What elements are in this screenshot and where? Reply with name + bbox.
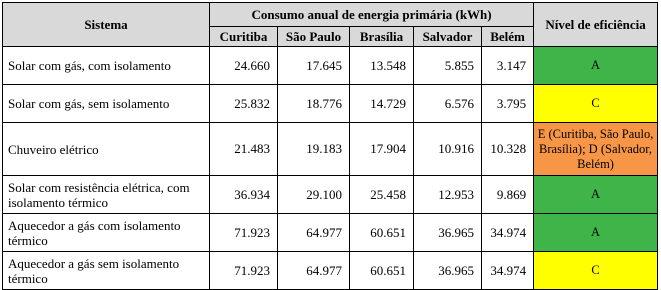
- consumption-value: 21.483: [210, 123, 278, 176]
- consumption-value: 3.795: [482, 85, 534, 123]
- consumption-value: 14.729: [350, 85, 414, 123]
- efficiency-level: C: [534, 252, 658, 290]
- table-row: [3, 176, 658, 214]
- table-row: [3, 214, 658, 252]
- consumption-value: 36.934: [210, 176, 278, 214]
- header-city: Belém: [482, 27, 534, 47]
- header-city: Salvador: [414, 27, 482, 47]
- system-name: Aquecedor a gás com isolamento térmico: [3, 214, 210, 252]
- efficiency-level: E (Curitiba, São Paulo, Brasília); D (Salvador, Belém): [534, 123, 658, 176]
- consumption-value: 10.916: [414, 123, 482, 176]
- system-name: Aquecedor a gás sem isolamento térmico: [3, 252, 210, 290]
- consumption-value: 6.576: [414, 85, 482, 123]
- efficiency-level: A: [534, 47, 658, 85]
- consumption-value: 34.974: [482, 214, 534, 252]
- header-row-1: [3, 3, 658, 27]
- table-row: [3, 47, 658, 85]
- header-nivel: Nível de eficiência: [534, 3, 658, 47]
- consumption-value: 64.977: [278, 214, 350, 252]
- consumption-value: 71.923: [210, 252, 278, 290]
- table-row: [3, 123, 658, 176]
- consumption-value: 71.923: [210, 214, 278, 252]
- consumption-value: 17.645: [278, 47, 350, 85]
- header-city: Brasília: [350, 27, 414, 47]
- header-consumo: Consumo anual de energia primária (kWh): [210, 3, 534, 27]
- consumption-value: 24.660: [210, 47, 278, 85]
- consumption-value: 36.965: [414, 214, 482, 252]
- consumption-value: 25.832: [210, 85, 278, 123]
- consumption-value: 34.974: [482, 252, 534, 290]
- table-row: [3, 85, 658, 123]
- consumption-value: 19.183: [278, 123, 350, 176]
- system-name: Solar com resistência elétrica, com isolamento térmico: [3, 176, 210, 214]
- energy-efficiency-table: [2, 2, 658, 290]
- consumption-value: 3.147: [482, 47, 534, 85]
- consumption-value: 60.651: [350, 252, 414, 290]
- consumption-value: 17.904: [350, 123, 414, 176]
- consumption-value: 25.458: [350, 176, 414, 214]
- efficiency-level: A: [534, 176, 658, 214]
- system-name: Solar com gás, com isolamento: [3, 47, 210, 85]
- header-sistema: Sistema: [3, 3, 210, 47]
- consumption-value: 29.100: [278, 176, 350, 214]
- consumption-value: 10.328: [482, 123, 534, 176]
- consumption-value: 12.953: [414, 176, 482, 214]
- consumption-value: 9.869: [482, 176, 534, 214]
- efficiency-level: C: [534, 85, 658, 123]
- efficiency-level: A: [534, 214, 658, 252]
- table-row: [3, 252, 658, 290]
- consumption-value: 18.776: [278, 85, 350, 123]
- system-name: Solar com gás, sem isolamento: [3, 85, 210, 123]
- consumption-value: 13.548: [350, 47, 414, 85]
- header-city: São Paulo: [278, 27, 350, 47]
- header-city: Curitiba: [210, 27, 278, 47]
- consumption-value: 36.965: [414, 252, 482, 290]
- consumption-value: 5.855: [414, 47, 482, 85]
- system-name: Chuveiro elétrico: [3, 123, 210, 176]
- consumption-value: 60.651: [350, 214, 414, 252]
- consumption-value: 64.977: [278, 252, 350, 290]
